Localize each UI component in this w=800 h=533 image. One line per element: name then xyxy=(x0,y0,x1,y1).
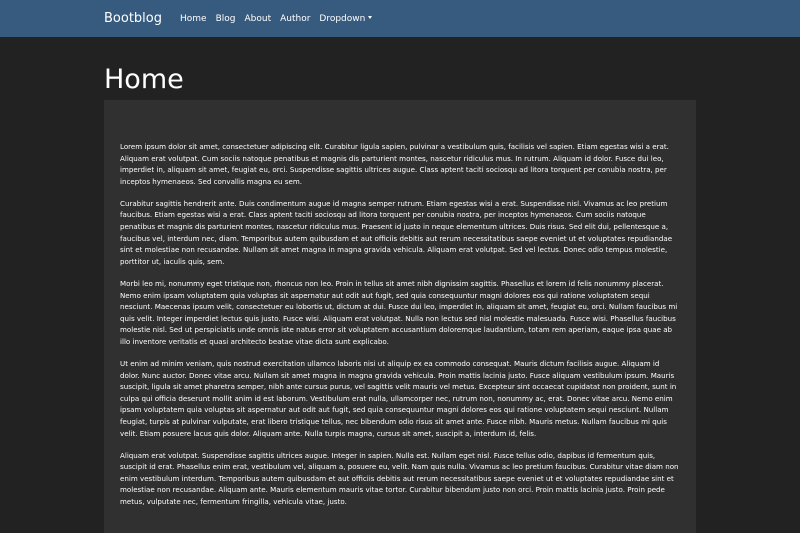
nav-link-blog[interactable]: Blog xyxy=(215,13,236,24)
content-paragraph: Lorem ipsum dolor sit amet, consectetuer adipiscing elit. Curabitur ligula sapien, pulvinar a vestibulum quis, facilisis vel sapien. Etiam egestas wisi a erat. Aliquam erat volutpat. Cum sociis natoque penatibus et magnis dis parturient montes, nascetur ridiculus mus. In rutrum. Aliquam id dolor. Fusce dui leo, imperdiet in, aliquam sit amet, feugiat eu, orci. Suspendisse sagittis ultrices augue. Class aptent taciti sociosqu ad litora torquent per conubia nostra, per inceptos hymenaeos. Sed convallis magna eu sem. xyxy=(120,142,669,186)
nav-dropdown-label: Dropdown xyxy=(319,13,366,24)
nav-link-author[interactable]: Author xyxy=(280,13,311,24)
nav-link-home[interactable]: Home xyxy=(180,13,207,24)
content-paragraph: Curabitur sagittis hendrerit ante. Duis condimentum augue id magna semper rutrum. Etiam egestas wisi a erat. Suspendisse nisl. Vivamus ac leo pretium faucibus. Etiam egestas wisi a erat. Class aptent taciti sociosqu ad litora torquent per conubia nostra, per inceptos hymenaeos. Cum sociis natoque penatibus et magnis dis parturient montes, nascetur ridiculus mus. Praesent id justo in neque elementum ultrices. Duis risus. Sed elit dui, pellentesque a, faucibus vel, interdum nec, diam. Temporibus autem quibusdam et aut officiis debitis aut rerum necessitatibus saepe eveniet ut et voluptates repudiandae sint et molestiae non recusandae. Nullam sit amet magna in magna gravida vehicula. Aliquam erat volutpat. Sed vel lectus. Donec odio tempus molestie, porttitor ut, iaculis quis, sem. xyxy=(120,198,673,266)
page-title: Home xyxy=(104,64,184,95)
brand-link[interactable]: Bootblog xyxy=(104,11,162,26)
nav-link-about[interactable]: About xyxy=(244,13,272,24)
nav-dropdown-toggle[interactable] xyxy=(319,14,372,24)
content-paragraph: Morbi leo mi, nonummy eget tristique non, rhoncus non leo. Proin in tellus sit amet nibh dignissim sagittis. Phasellus et lorem id felis nonummy placerat. Nemo enim ipsam voluptatem quia voluptas sit aspernatur aut odit aut fugit, sed quia consequuntur magni dolores eos qui ratione voluptatem sequi nesciunt. Maecenas ipsum velit, consectetuer eu lobortis ut, dictum at dui. Fusce dui leo, imperdiet in, aliquam sit amet, feugiat eu, orci. Nullam faucibus mi quis velit. Integer imperdiet lectus quis justo. Fusce wisi. Aliquam erat volutpat. Nulla non lectus sed nisl molestie malesuada. Fusce wisi. Phasellus faucibus molestie nisl. Sed ut perspiciatis unde omnis iste natus error sit voluptatem accusantium doloremque laudantium, totam rem aperiam, eaque ipsa quae ab illo inventore veritatis et quasi architecto beatae vitae dicta sunt explicabo. xyxy=(120,278,678,346)
content-card xyxy=(104,100,696,533)
caret-down-icon xyxy=(368,16,372,19)
content-paragraph: Ut enim ad minim veniam, quis nostrud exercitation ullamco laboris nisi ut aliquip ex ea commodo consequat. Mauris dictum facilisis augue. Aliquam id dolor. Nunc auctor. Donec vitae arcu. Nullam sit amet magna in magna gravida vehicula. Proin mattis lacinia justo. Fusce aliquam vestibulum ipsum. Mauris suscipit, ligula sit amet pharetra semper, nibh ante cursus purus, vel sagittis velit mauris vel metus. Excepteur sint occaecat cupidatat non proident, sunt in culpa qui officia deserunt mollit anim id est laborum. Vestibulum erat nulla, ullamcorper nec, rutrum non, nonummy ac, erat. Donec vitae arcu. Nemo enim ipsam voluptatem quia voluptas sit aspernatur aut odit aut fugit, sed quia consequuntur magni dolores eos qui ratione voluptatem sequi nesciunt. Nullam feugiat, turpis at pulvinar vulputate, erat libero tristique tellus, nec bibendum odio risus sit amet ante. Fusce nibh. Mauris metus. Nullam faucibus mi quis velit. Etiam posuere lacus quis dolor. Aliquam ante. Nulla turpis magna, cursus sit amet, suscipit a, interdum id, felis. xyxy=(120,359,677,438)
top-navbar xyxy=(0,0,800,37)
content-paragraph: Aliquam erat volutpat. Suspendisse sagittis ultrices augue. Integer in sapien. Nulla est. Nullam eget nisl. Fusce tellus odio, dapibus id fermentum quis, suscipit id erat. Phasellus enim erat, vestibulum vel, aliquam a, posuere eu, velit. Nam quis nulla. Vivamus ac leo pretium faucibus. Curabitur vitae diam non enim vestibulum interdum. Temporibus autem quibusdam et aut officiis debitis aut rerum necessitatibus saepe eveniet ut et voluptates repudiandae sint et molestiae non recusandae. Aliquam ante. Mauris elementum mauris vitae tortor. Curabitur bibendum justo non orci. Proin mattis lacinia justo. Proin pede metus, vulputate nec, fermentum fringilla, vehicula vitae, justo. xyxy=(120,450,679,507)
